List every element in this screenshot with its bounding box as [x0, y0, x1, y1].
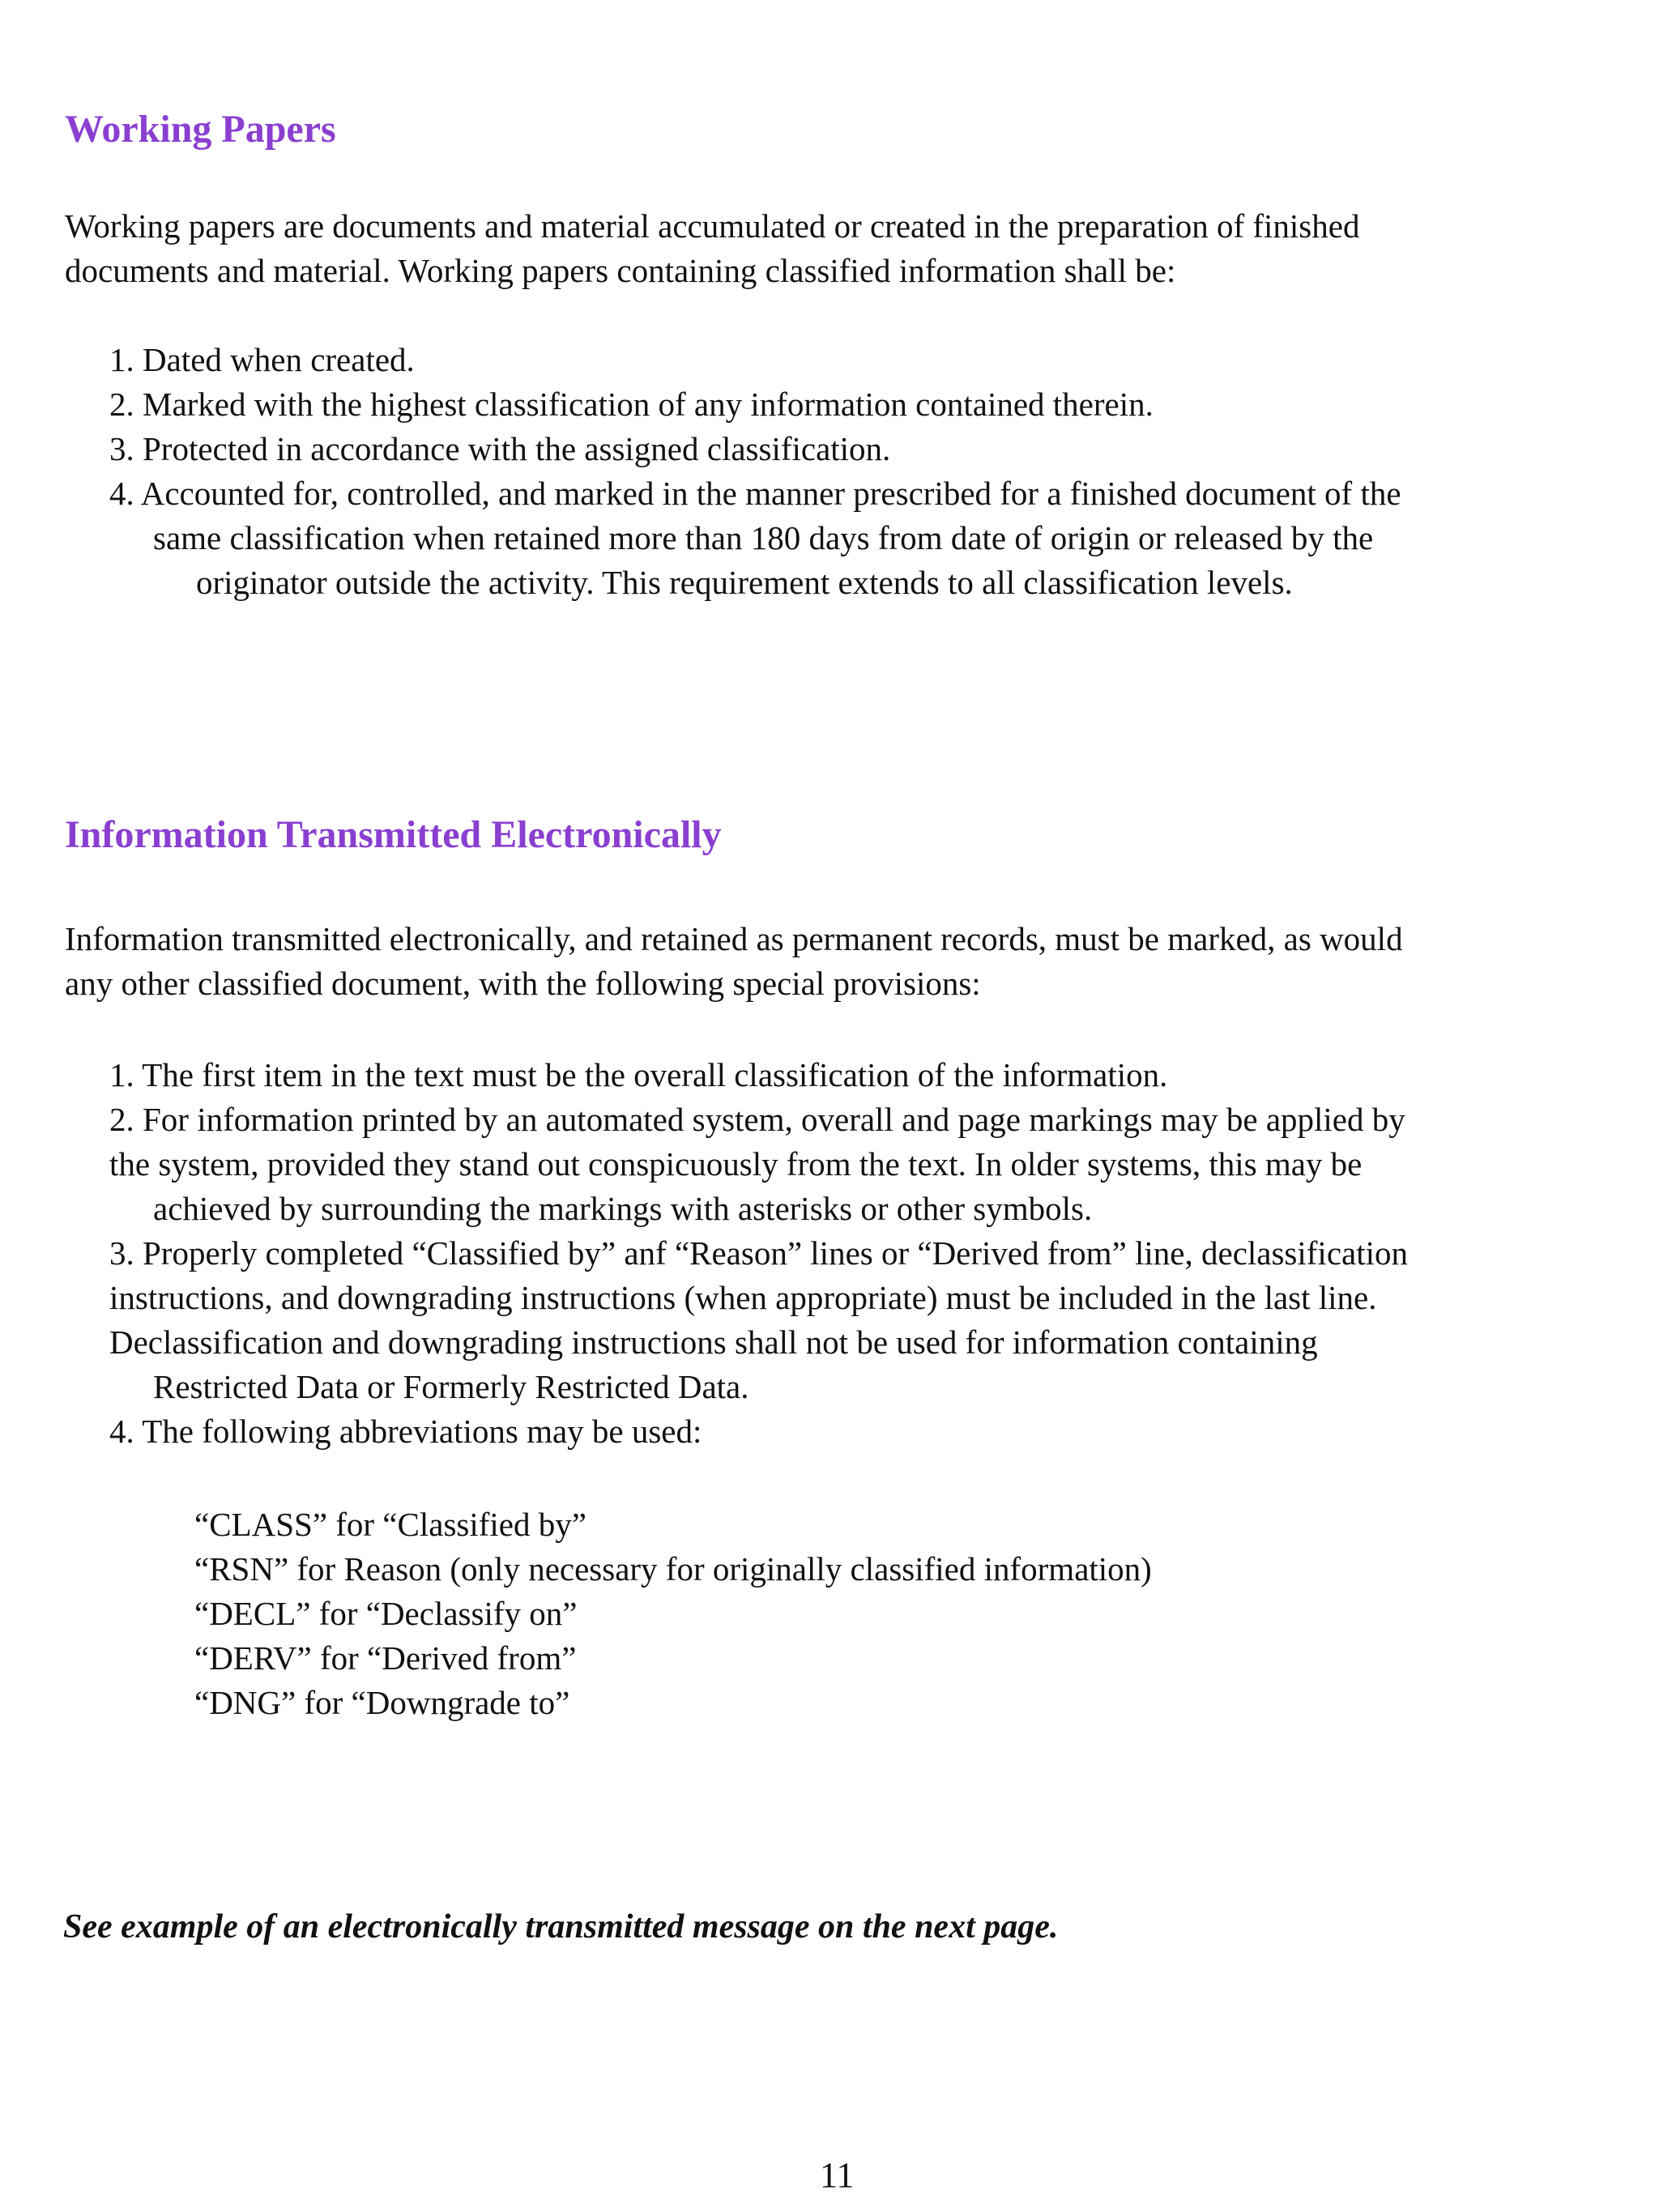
abbreviation-item: “DECL” for “Declassify on” [194, 1595, 578, 1632]
intro-line: Information transmitted electronically, and retained as permanent records, must be marked, as would [65, 920, 1403, 957]
abbreviations-list [65, 1502, 1152, 1725]
list-item: 2. Marked with the highest classification of any information contained therein. [109, 386, 1154, 423]
list-item-continuation: Restricted Data or Formerly Restricted Data. [153, 1368, 749, 1405]
list-item-continuation: the system, provided they stand out conspicuously from the text. In older systems, this may be [109, 1145, 1363, 1183]
list-item: 3. Properly completed “Classified by” anf “Reason” lines or “Derived from” line, declassification [109, 1234, 1409, 1272]
list-item: 4. The following abbreviations may be used: [109, 1413, 702, 1450]
intro-line: documents and material. Working papers containing classified information shall be: [65, 252, 1176, 289]
list-item-continuation: originator outside the activity. This requirement extends to all classification levels. [196, 564, 1293, 601]
section-heading-electronic: Information Transmitted Electronically [65, 813, 722, 856]
working-papers-intro [65, 204, 1359, 293]
list-item: 1. The first item in the text must be the overall classification of the information. [109, 1056, 1168, 1093]
list-item-continuation: achieved by surrounding the markings with asterisks or other symbols. [153, 1190, 1093, 1227]
list-item: 1. Dated when created. [109, 341, 415, 378]
electronic-list [65, 1053, 1408, 1454]
abbreviation-item: “DERV” for “Derived from” [194, 1639, 577, 1677]
abbreviation-item: “CLASS” for “Classified by” [194, 1506, 586, 1543]
intro-line: Working papers are documents and material accumulated or created in the preparation of finished [65, 207, 1360, 245]
abbreviation-item: “DNG” for “Downgrade to” [194, 1684, 570, 1721]
page-number: 11 [820, 2155, 855, 2195]
list-item: 4. Accounted for, controlled, and marked in the manner prescribed for a finished document of the [109, 475, 1401, 512]
section-heading-working-papers: Working Papers [65, 108, 336, 151]
list-item-continuation: Declassification and downgrading instructions shall not be used for information containing [109, 1323, 1318, 1361]
list-item: 2. For information printed by an automated system, overall and page markings may be applied by [109, 1101, 1405, 1138]
intro-line: any other classified document, with the following special provisions: [65, 965, 981, 1002]
electronic-intro [65, 917, 1403, 1006]
list-item-continuation: same classification when retained more than 180 days from date of origin or released by the [153, 519, 1374, 556]
list-item-continuation: instructions, and downgrading instructions (when appropriate) must be included in the last line. [109, 1279, 1377, 1316]
abbreviation-item: “RSN” for Reason (only necessary for originally classified information) [194, 1550, 1152, 1588]
list-item: 3. Protected in accordance with the assigned classification. [109, 430, 891, 467]
next-page-note: See example of an electronically transmitted message on the next page. [63, 1908, 1059, 1946]
working-papers-list [65, 338, 1401, 605]
